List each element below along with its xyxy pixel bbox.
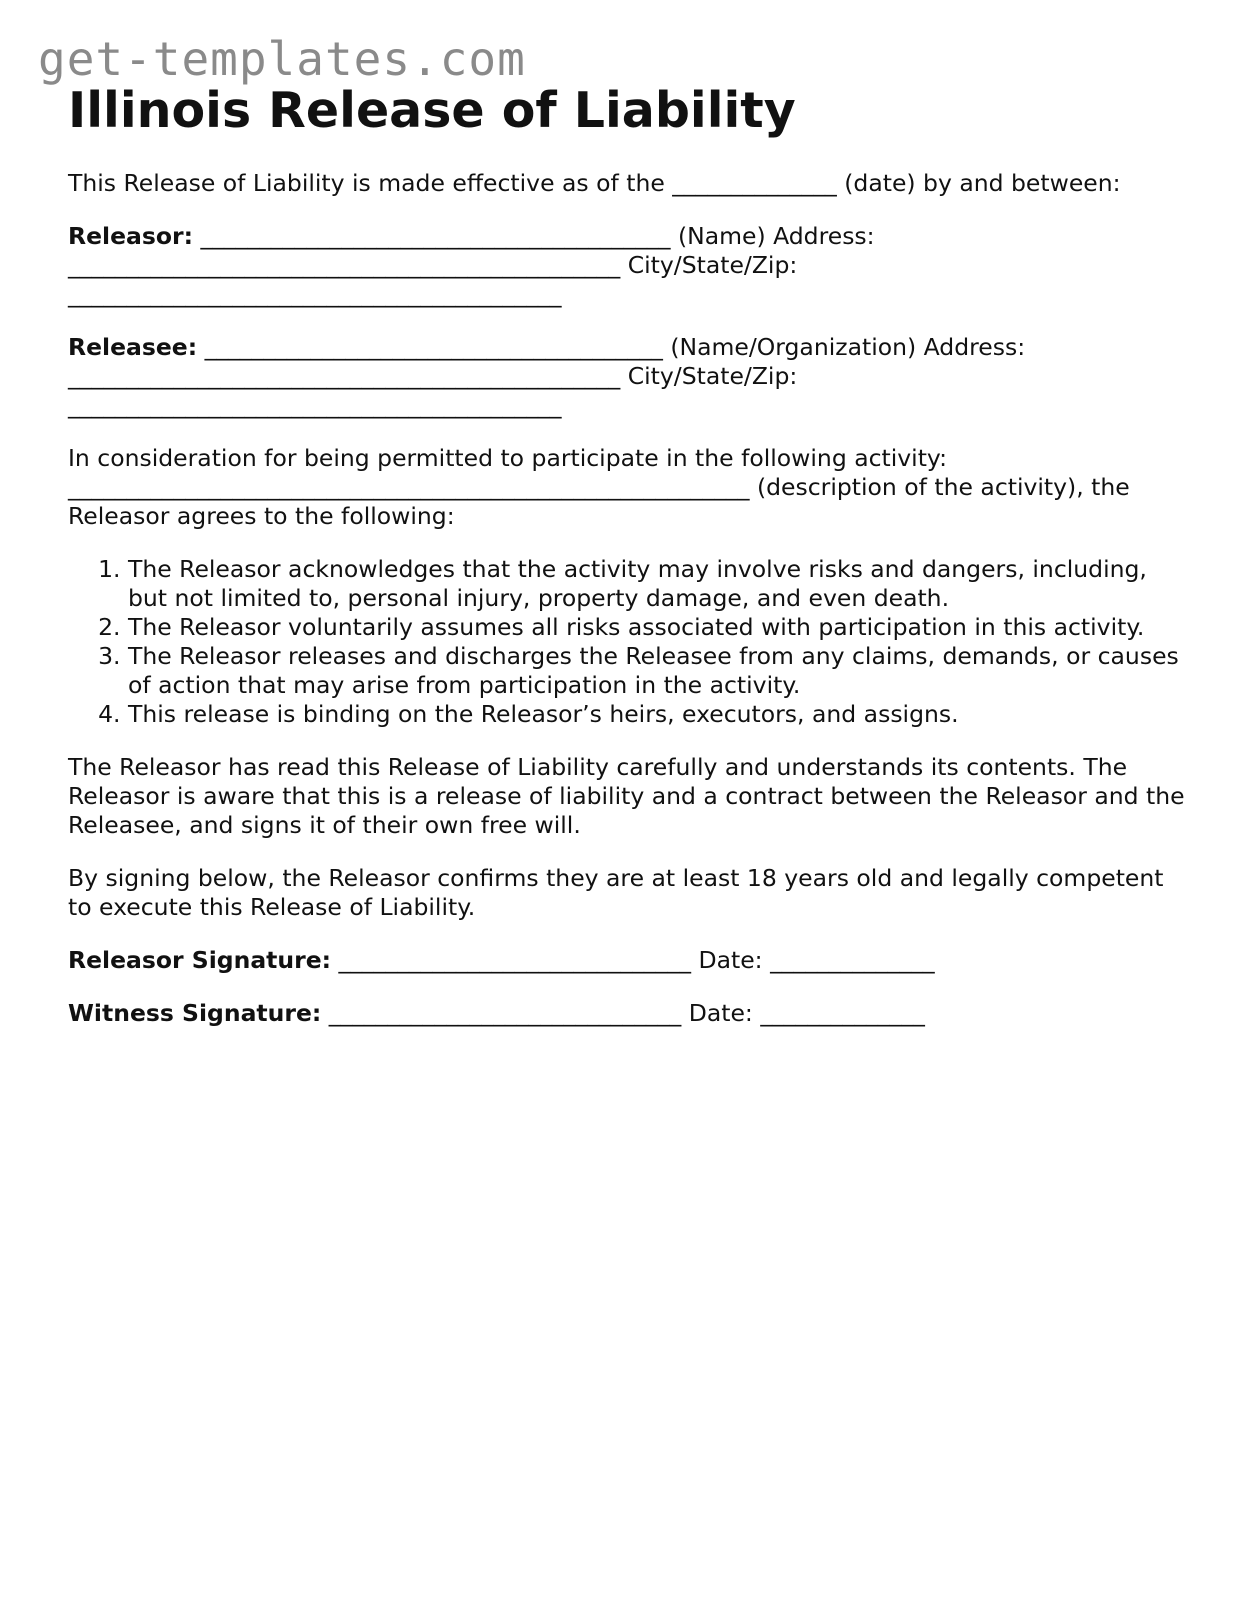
witness-signature-line bbox=[68, 999, 1188, 1028]
term-item: 2. The Releasor voluntarily assumes all risks associated with participation in this activity. bbox=[128, 613, 1188, 642]
releasee-fields: _______________________________________ (Name/Organization) Address: _______________________________________________ City/State/Zip: __________________________________________ bbox=[68, 332, 1026, 419]
term-item: 1. The Releasor acknowledges that the activity may involve risks and dangers, including, but not limited to, personal injury, property damage, and even death. bbox=[128, 555, 1188, 613]
watermark: get-templates.com bbox=[38, 32, 526, 86]
term-item: 4. This release is binding on the Releasor’s heirs, executors, and assigns. bbox=[128, 700, 1188, 729]
releasor-signature-line bbox=[68, 946, 1188, 975]
releasor-section bbox=[68, 222, 1188, 309]
intro-text: This Release of Liability is made effective as of the ______________ (date) by and between: bbox=[68, 168, 1121, 197]
witness-signature-label: Witness Signature: bbox=[68, 998, 322, 1027]
releasor-label: Releasor: bbox=[68, 221, 194, 250]
witness-signature-fields: ______________________________ Date: ______________ bbox=[321, 998, 925, 1027]
consideration-text: In consideration for being permitted to participate in the following activity: __________________________________________________________ (description of the activity), the Releasor agrees to the following: bbox=[68, 443, 1130, 530]
term-item: 3. The Releasor releases and discharges the Releasee from any claims, demands, or causes of action that may arise from participation in the activity. bbox=[128, 642, 1188, 700]
terms-list bbox=[68, 555, 1188, 729]
releasor-signature-fields: ______________________________ Date: ______________ bbox=[331, 945, 935, 974]
document bbox=[68, 82, 1188, 1052]
releasee-label: Releasee: bbox=[68, 332, 198, 361]
document-title: Illinois Release of Liability bbox=[68, 82, 796, 139]
acknowledgment-paragraph: The Releasor has read this Release of Liability carefully and understands its contents. The Releasor is aware that this is a release of liability and a contract between the Releasor and the Releasee, and signs it of their own free will. bbox=[68, 752, 1185, 839]
releasor-fields: ________________________________________ (Name) Address: _______________________________________________ City/State/Zip: __________________________________________ bbox=[68, 221, 875, 308]
releasor-signature-label: Releasor Signature: bbox=[68, 945, 332, 974]
intro-paragraph bbox=[68, 169, 1188, 198]
age-statement-paragraph: By signing below, the Releasor confirms they are at least 18 years old and legally competent to execute this Release of Liability. bbox=[68, 863, 1164, 921]
releasee-section bbox=[68, 333, 1188, 420]
consideration-paragraph bbox=[68, 444, 1188, 531]
